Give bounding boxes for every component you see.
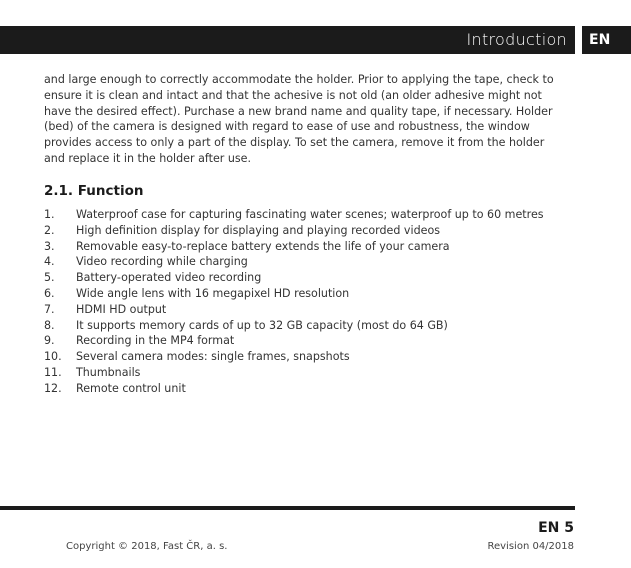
language-badge: EN bbox=[582, 26, 631, 54]
list-item bbox=[44, 302, 564, 318]
intro-paragraph: and large enough to correctly accommodate the holder. Prior to applying the tape, check to ensure it is clean and intact and that the achesive is not old (an older adhesive might not have the desired effect). Purchase a new brand name and quality tape, if necessary. Holder (bed) of the camera is designed with regard to ease of use and robustness, the window provides access to only a part of the display. To set the camera, remove it from the holder and replace it in the holder after use. bbox=[44, 73, 554, 165]
item-number: 10. bbox=[44, 350, 62, 364]
list-item bbox=[44, 318, 564, 334]
item-text: Recording in the MP4 format bbox=[76, 334, 235, 348]
list-item bbox=[44, 270, 564, 286]
item-text: Several camera modes: single frames, snapshots bbox=[76, 350, 350, 364]
item-number: 2. bbox=[44, 223, 55, 237]
item-text: Removable easy-to-replace battery extends the life of your camera bbox=[76, 239, 450, 253]
item-number: 11. bbox=[44, 365, 62, 379]
list-item bbox=[44, 365, 564, 381]
item-text: Battery-operated video recording bbox=[76, 271, 262, 285]
item-text: Wide angle lens with 16 megapixel HD resolution bbox=[76, 286, 350, 300]
item-number: 8. bbox=[44, 318, 55, 332]
list-item bbox=[44, 254, 564, 270]
list-item bbox=[44, 239, 564, 255]
list-item bbox=[44, 207, 564, 223]
list-item bbox=[44, 286, 564, 302]
revision-text: Revision 04/2018 bbox=[487, 541, 574, 552]
item-number: 12. bbox=[44, 381, 62, 395]
item-text: Remote control unit bbox=[76, 381, 186, 395]
item-number: 1. bbox=[44, 208, 55, 221]
list-item bbox=[44, 223, 564, 239]
item-text: HDMI HD output bbox=[76, 302, 167, 316]
item-text: It supports memory cards of up to 32 GB capacity (most do 64 GB) bbox=[76, 318, 448, 332]
page-number: EN 5 bbox=[538, 520, 574, 536]
item-number: 3. bbox=[44, 239, 55, 253]
footer-divider bbox=[0, 506, 575, 510]
item-text: High definition display for displaying and playing recorded videos bbox=[76, 223, 441, 237]
list-item bbox=[44, 333, 564, 349]
item-number: 4. bbox=[44, 255, 55, 269]
feature-list bbox=[44, 207, 564, 397]
copyright-text: Copyright © 2018, Fast ČR, a. s. bbox=[66, 541, 228, 552]
item-text: Video recording while charging bbox=[76, 255, 248, 269]
item-number: 5. bbox=[44, 271, 55, 285]
item-number: 6. bbox=[44, 286, 55, 300]
item-number: 9. bbox=[44, 334, 55, 348]
item-text: Thumbnails bbox=[76, 365, 141, 379]
header-bar bbox=[0, 26, 575, 54]
list-item bbox=[44, 381, 564, 397]
section-heading: 2.1. Function bbox=[44, 183, 144, 199]
item-text: Waterproof case for capturing fascinating water scenes; waterproof up to 60 metres bbox=[76, 208, 544, 221]
list-item bbox=[44, 349, 564, 365]
item-number: 7. bbox=[44, 302, 55, 316]
section-title: Introduction bbox=[466, 30, 567, 49]
